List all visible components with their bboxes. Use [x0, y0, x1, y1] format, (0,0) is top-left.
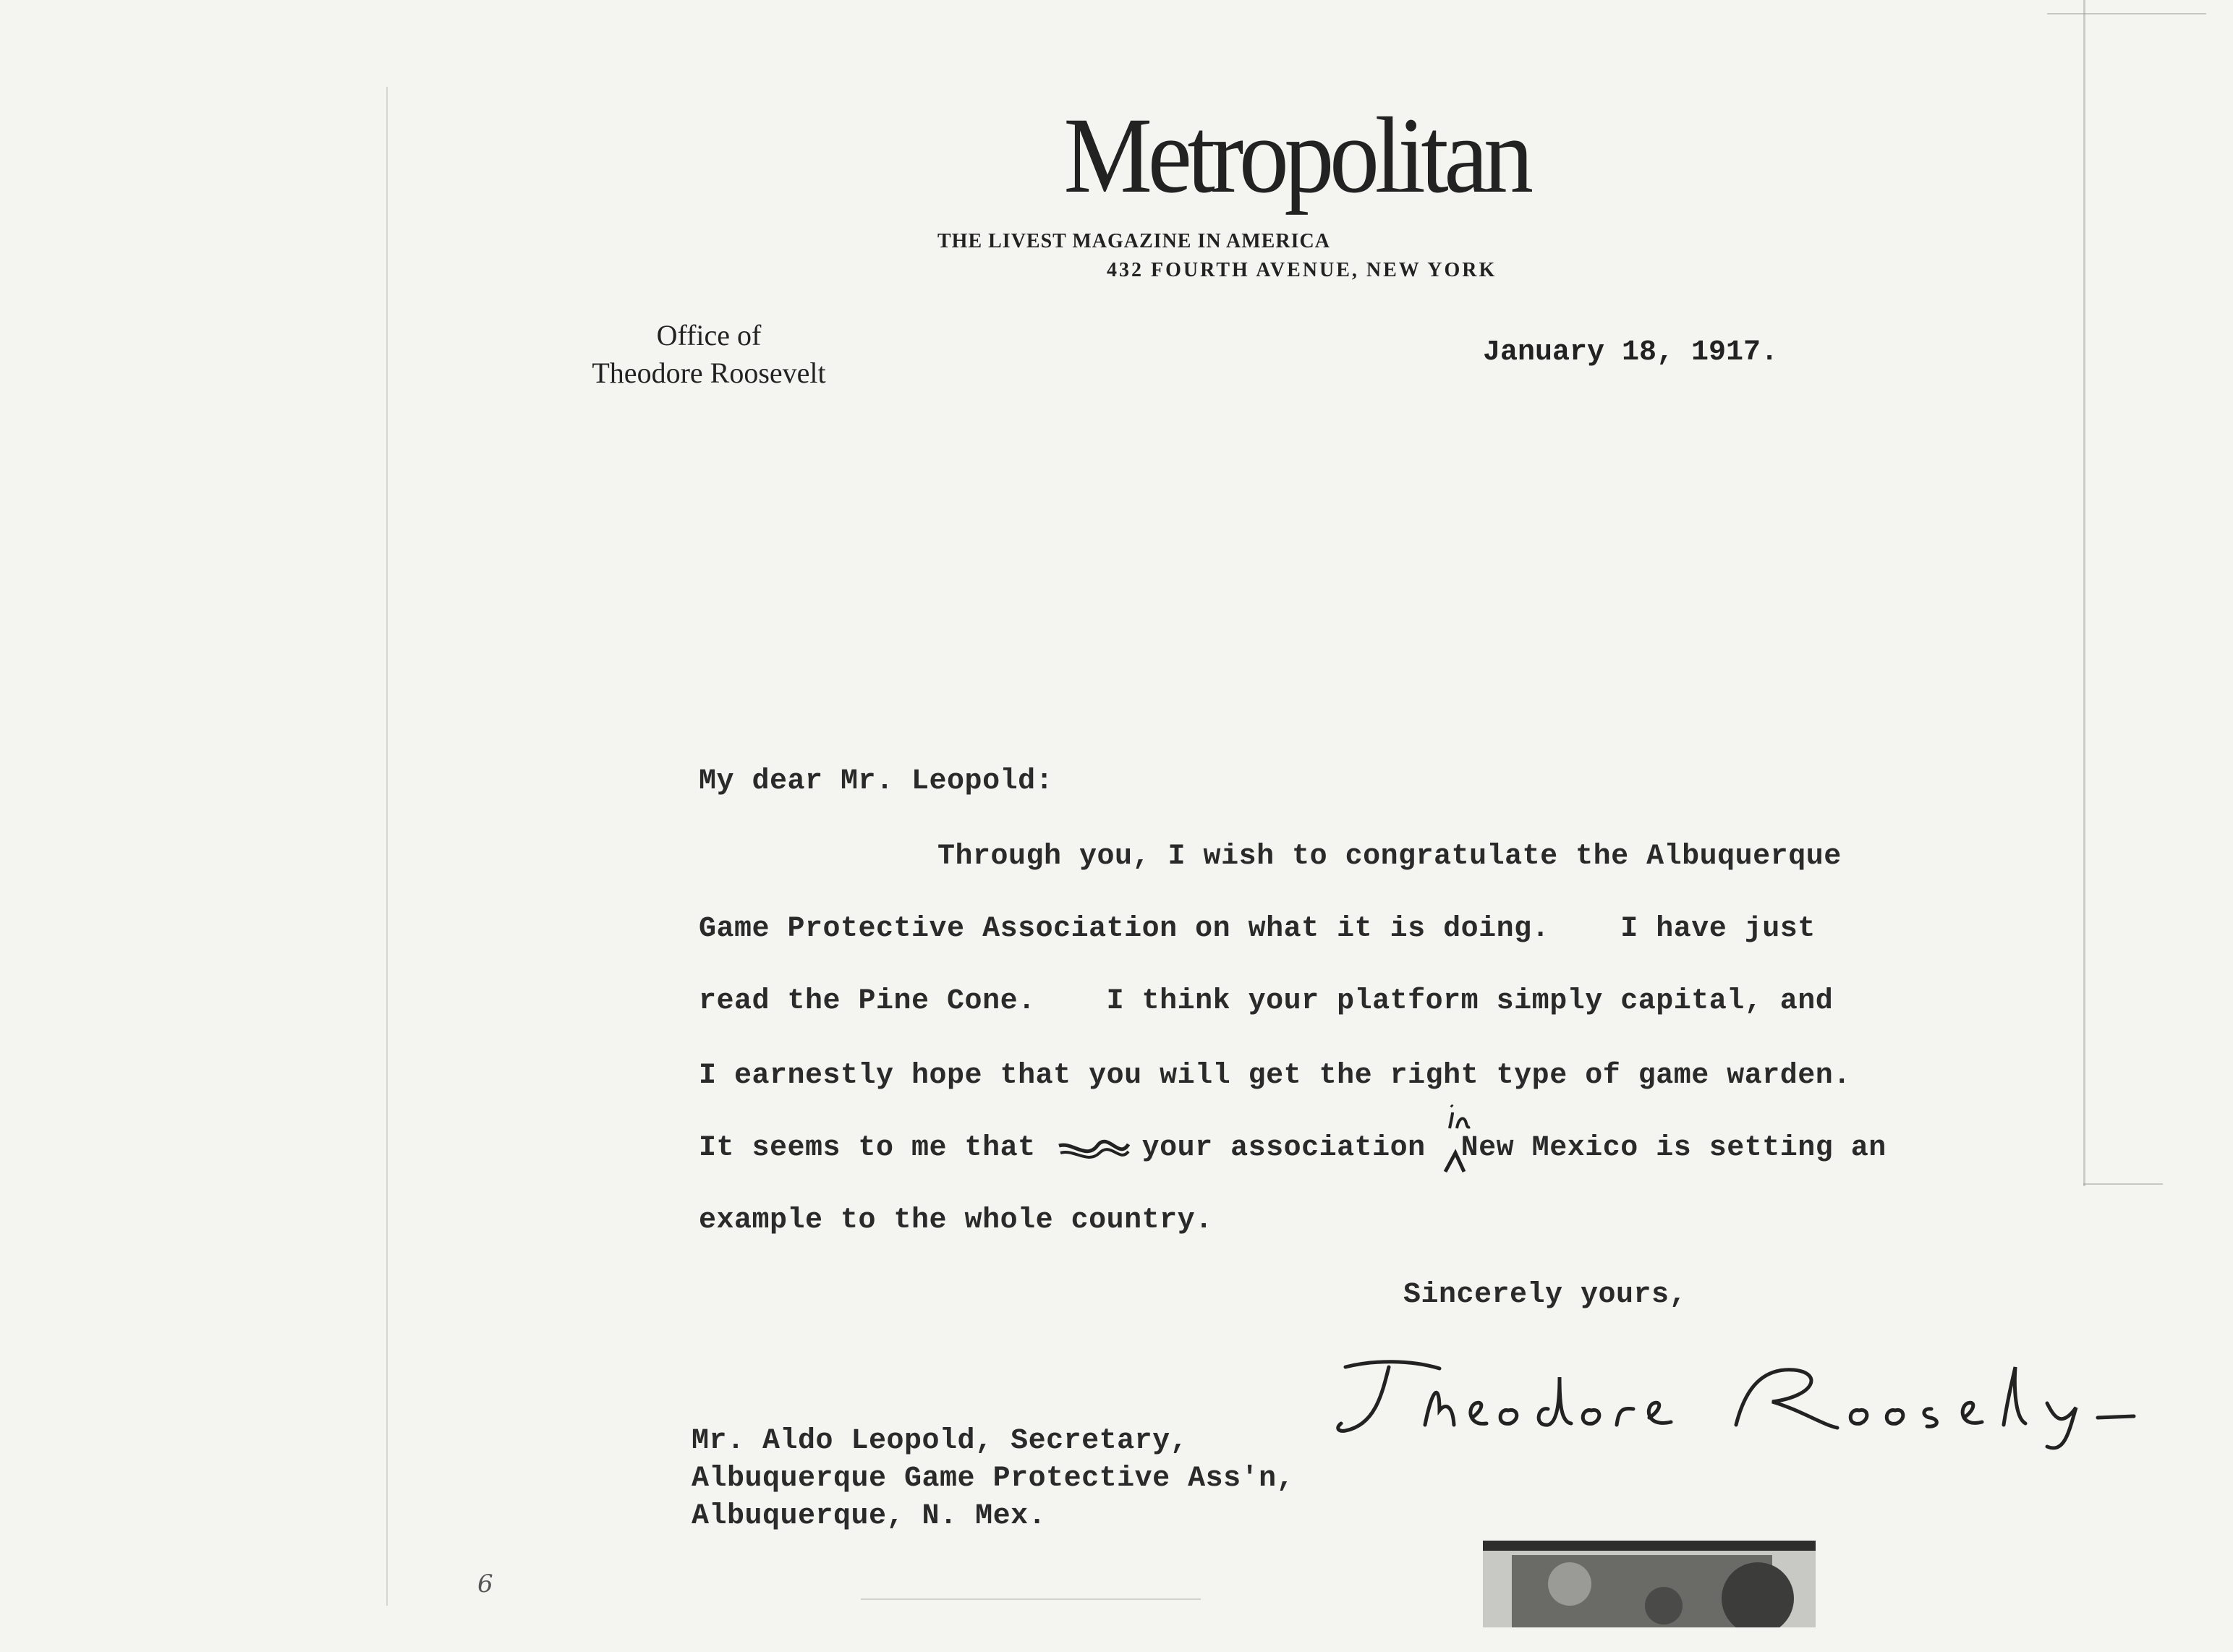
paper-edge-mark [2083, 1183, 2163, 1185]
signature [1331, 1338, 2221, 1454]
recipient-line-1: Mr. Aldo Leopold, Secretary, [692, 1425, 1188, 1457]
paper-edge-bottom [861, 1598, 1201, 1600]
masthead-address: 432 FOURTH AVENUE, NEW YORK [1107, 259, 1497, 281]
body-line-5: It seems to me that your association New Mexico is setting an [699, 1132, 1887, 1165]
letter-date: January 18, 1917. [1483, 336, 1779, 369]
handwritten-insert-in [1438, 1099, 1481, 1179]
body-line-6: example to the whole country. [699, 1204, 1213, 1237]
strike-out-mark [1058, 1138, 1130, 1165]
recipient-line-3: Albuquerque, N. Mex. [692, 1500, 1047, 1533]
recipient-line-2: Albuquerque Game Protective Ass'n, [692, 1462, 1295, 1495]
closing: Sincerely yours, [1403, 1279, 1688, 1311]
paper-edge-left [386, 87, 388, 1606]
office-line-2: Theodore Roosevelt [592, 357, 826, 389]
body-line-3: read the Pine Cone. I think your platform simply capital, and [699, 985, 1834, 1018]
masthead-title: Metropolitan [1063, 95, 1529, 216]
body-line-1: Through you, I wish to congratulate the Albuquerque [937, 840, 1842, 873]
office-block [557, 317, 861, 392]
masthead-tagline: THE LIVEST MAGAZINE IN AMERICA [937, 230, 1330, 252]
archival-stamp-blot [1483, 1541, 1816, 1627]
body-line-2: Game Protective Association on what it is doing. I have just [699, 913, 1816, 945]
page-mark: 6 [477, 1570, 493, 1598]
salutation: My dear Mr. Leopold: [699, 765, 1054, 798]
body-line-4: I earnestly hope that you will get the right type of game warden. [699, 1060, 1851, 1092]
paper-edge-top [2047, 13, 2206, 14]
paper-edge-right [2083, 0, 2085, 1186]
office-line-1: Office of [656, 319, 762, 352]
